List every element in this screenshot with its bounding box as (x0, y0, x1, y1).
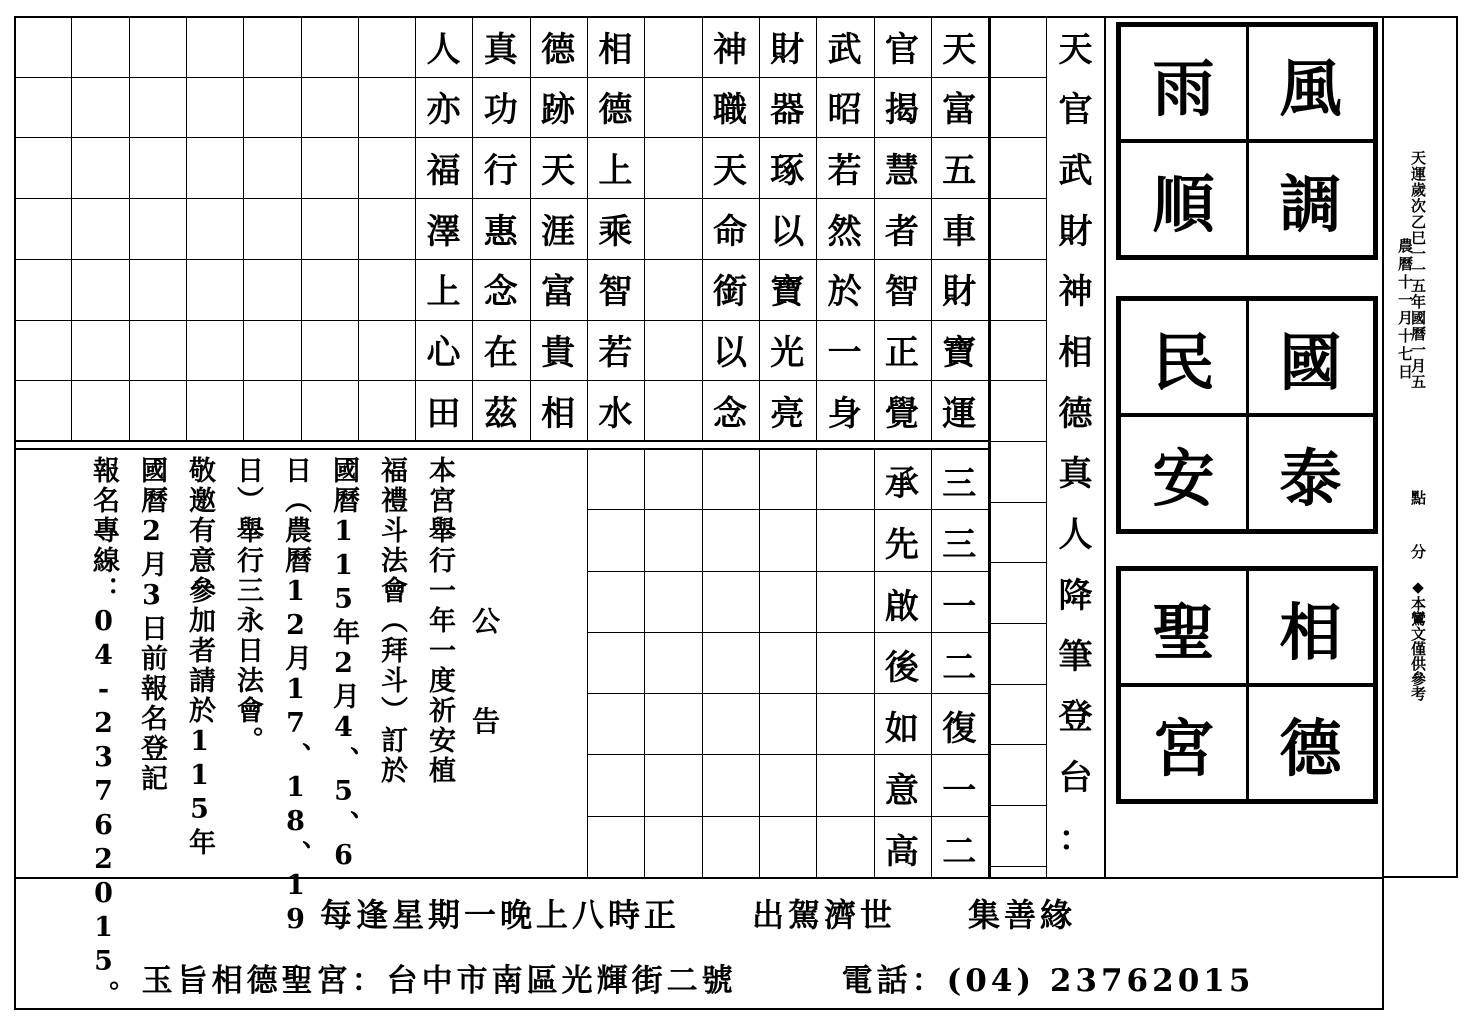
poem-char: 智 (884, 272, 919, 313)
poem-deity-separator (988, 16, 991, 878)
poem-char: 若 (827, 150, 862, 191)
seal-char: 調 (1245, 140, 1376, 258)
notice-line: 日（農曆12月17、18、19 (280, 456, 311, 938)
poem-char: 命 (713, 211, 747, 252)
seal-char: 德 (1245, 684, 1376, 802)
lower-grid-vline (816, 448, 817, 878)
poem-char: 寶 (942, 333, 977, 373)
poem-char: 光 (770, 333, 805, 373)
lower-poem-char: 後 (884, 647, 919, 688)
notice-line: 國曆115年2月4、5、6 (328, 456, 359, 874)
poem-char: 涯 (541, 211, 576, 252)
poem-char: 五 (942, 150, 977, 191)
seal-char: 宮 (1118, 684, 1249, 802)
poem-char: 天 (541, 150, 576, 191)
seal-char: 聖 (1118, 568, 1249, 686)
poem-char: 若 (598, 333, 633, 373)
grid-vline (14, 16, 15, 440)
poem-char: 然 (827, 211, 862, 252)
seal-char: 順 (1118, 140, 1249, 258)
poem-char: 福 (426, 150, 461, 191)
poem-char: 者 (884, 211, 919, 252)
deity-char: 武 (1058, 150, 1093, 191)
lower-grid-vline (759, 448, 760, 878)
poem-char: 琢 (770, 150, 805, 191)
poem-char: 覺 (884, 393, 919, 434)
poem-char: 惠 (483, 211, 518, 252)
seal-char: 安 (1118, 414, 1249, 532)
poem-char: 富 (541, 272, 576, 313)
poem-char: 行 (483, 150, 518, 191)
lower-grid-vline (644, 448, 645, 878)
poem-char: 銜 (713, 272, 747, 313)
deity-char: ： (1058, 818, 1093, 859)
poem-char: 慧 (884, 150, 919, 191)
poem-char: 貴 (541, 333, 576, 373)
deity-seal-separator (1104, 16, 1106, 878)
deity-grid-hline (988, 502, 1046, 503)
poem-char: 德 (598, 90, 633, 131)
grid-vline (243, 16, 244, 440)
lower-poem-char: 如 (884, 709, 919, 750)
poem-char: 人 (426, 29, 461, 70)
lower-poem-char: 一 (942, 770, 977, 811)
lower-poem-char: 復 (942, 709, 977, 750)
deity-grid-hline (988, 16, 1046, 17)
lower-poem-char: 二 (942, 831, 977, 872)
grid-vline (358, 16, 359, 440)
deity-char: 真 (1058, 454, 1093, 495)
deity-grid-hline (988, 744, 1046, 745)
poem-char: 茲 (483, 393, 518, 434)
poem-char: 正 (884, 333, 919, 373)
poem-char: 天 (713, 150, 747, 191)
notice-line: 國曆2月3日前報名登記 (136, 456, 167, 794)
notice-line: 本宮舉行一年一度祈安植 (424, 456, 455, 786)
poem-char: 揭 (884, 90, 919, 131)
deity-grid-hline (988, 441, 1046, 442)
notice-line: 報名專線：04-23762015。 (88, 456, 119, 1010)
lower-poem-char: 三 (942, 525, 977, 566)
poem-char: 心 (426, 333, 461, 373)
poem-char: 武 (827, 29, 862, 70)
double-rule-bottom (14, 448, 988, 450)
deity-grid-hline (988, 320, 1046, 321)
deity-char: 天 (1058, 29, 1093, 70)
lower-poem-char: 意 (884, 770, 919, 811)
poem-char: 乘 (598, 211, 633, 252)
lower-poem-char: 承 (884, 464, 919, 505)
poem-char: 官 (884, 29, 919, 70)
deity-char: 筆 (1058, 636, 1093, 677)
deity-char: 台 (1058, 757, 1093, 798)
grid-vline (129, 16, 130, 440)
deity-grid-hline (988, 198, 1046, 199)
seal-char: 泰 (1245, 414, 1376, 532)
poem-char: 財 (770, 29, 805, 70)
lower-poem-char: 三 (942, 464, 977, 505)
poem-char: 田 (426, 393, 461, 434)
poem-char: 上 (426, 272, 461, 313)
deity-char: 德 (1058, 393, 1093, 434)
deity-grid-hline (988, 380, 1046, 381)
deity-grid-hline (988, 259, 1046, 260)
poem-char: 念 (713, 393, 747, 434)
grid-vline (644, 16, 645, 440)
deity-grid-hline (988, 562, 1046, 563)
lower-poem-char: 啟 (884, 586, 919, 627)
poem-char: 跡 (541, 90, 576, 131)
lower-grid-vline (587, 448, 588, 878)
notice-title-gong: 公 (472, 605, 501, 638)
poem-char: 財 (942, 272, 977, 313)
poem-char: 亮 (770, 393, 805, 434)
deity-char: 官 (1058, 90, 1093, 131)
deity-char: 降 (1058, 575, 1093, 616)
poem-char: 於 (827, 272, 862, 313)
poem-char: 職 (713, 90, 747, 131)
poem-char: 德 (541, 29, 576, 70)
deity-char: 人 (1058, 515, 1093, 556)
footer-address: 玉旨相德聖宮：台中市南區光輝街二號 電話：(04) 23762015 (141, 963, 1255, 999)
poem-char: 天 (942, 29, 977, 70)
notice-line: 福禮斗法會（拜斗）訂於 (376, 456, 407, 786)
poem-char: 功 (483, 90, 518, 131)
poem-char: 水 (598, 393, 633, 434)
margin-disclaimer: ◆本鸞文僅供參考 (1409, 578, 1427, 701)
deity-grid-hline (988, 805, 1046, 806)
deity-grid-hline (988, 623, 1046, 624)
deity-grid-hline (988, 137, 1046, 138)
poem-char: 寶 (770, 272, 805, 313)
margin-time: 點 分 (1409, 490, 1427, 571)
lower-poem-char: 先 (884, 525, 919, 566)
poem-char: 上 (598, 150, 633, 191)
grid-vline (186, 16, 187, 440)
poem-char: 在 (483, 333, 518, 373)
poem-char: 車 (942, 211, 977, 252)
lower-grid-vline (702, 448, 703, 878)
seal-char: 風 (1245, 24, 1376, 142)
lower-poem-char: 一 (942, 586, 977, 627)
notice-line: 敬邀有意參加者請於115年 (184, 456, 215, 858)
grid-vline (301, 16, 302, 440)
deity-grid-hline (988, 866, 1046, 867)
deity-char: 登 (1058, 697, 1093, 738)
lower-poem-char: 二 (942, 647, 977, 688)
poem-char: 昭 (827, 90, 862, 131)
poem-char: 澤 (426, 211, 461, 252)
seal-char: 國 (1245, 298, 1376, 416)
margin-date-b: 農曆十一月十七日 (1396, 238, 1414, 382)
seal-char: 民 (1118, 298, 1249, 416)
deity-char: 財 (1058, 211, 1093, 252)
poem-char: 富 (942, 90, 977, 131)
poem-char: 身 (827, 393, 862, 434)
footer-schedule: 每逢星期一晚上八時正 出駕濟世 集善緣 (319, 896, 1076, 934)
double-rule-top (14, 440, 988, 442)
lower-poem-char: 高 (884, 831, 919, 872)
poem-char: 亦 (426, 90, 461, 131)
poem-char: 器 (770, 90, 805, 131)
poem-char: 智 (598, 272, 633, 313)
deity-grid-hline (988, 684, 1046, 685)
margin-frame (1382, 16, 1458, 878)
notice-line: 日）舉行三永日法會。 (232, 456, 263, 756)
margin-date-a: 天運歲次乙巳一一五年國曆一月五 (1409, 150, 1427, 390)
grid-vline (71, 16, 72, 440)
seal-char: 相 (1245, 568, 1376, 686)
deity-grid-hline (988, 77, 1046, 78)
deity-char: 神 (1058, 272, 1093, 313)
poem-char: 以 (770, 211, 805, 252)
deity-char: 相 (1058, 333, 1093, 373)
poem-char: 運 (942, 393, 977, 434)
poem-char: 神 (713, 29, 747, 70)
footer-divider (14, 877, 1384, 879)
poem-char: 一 (827, 333, 862, 373)
poem-char: 真 (483, 29, 518, 70)
poem-char: 念 (483, 272, 518, 313)
poem-char: 相 (541, 393, 576, 434)
poem-char: 相 (598, 29, 633, 70)
seal-char: 雨 (1118, 24, 1249, 142)
poem-char: 以 (713, 333, 747, 373)
notice-title-gao: 告 (472, 705, 501, 738)
